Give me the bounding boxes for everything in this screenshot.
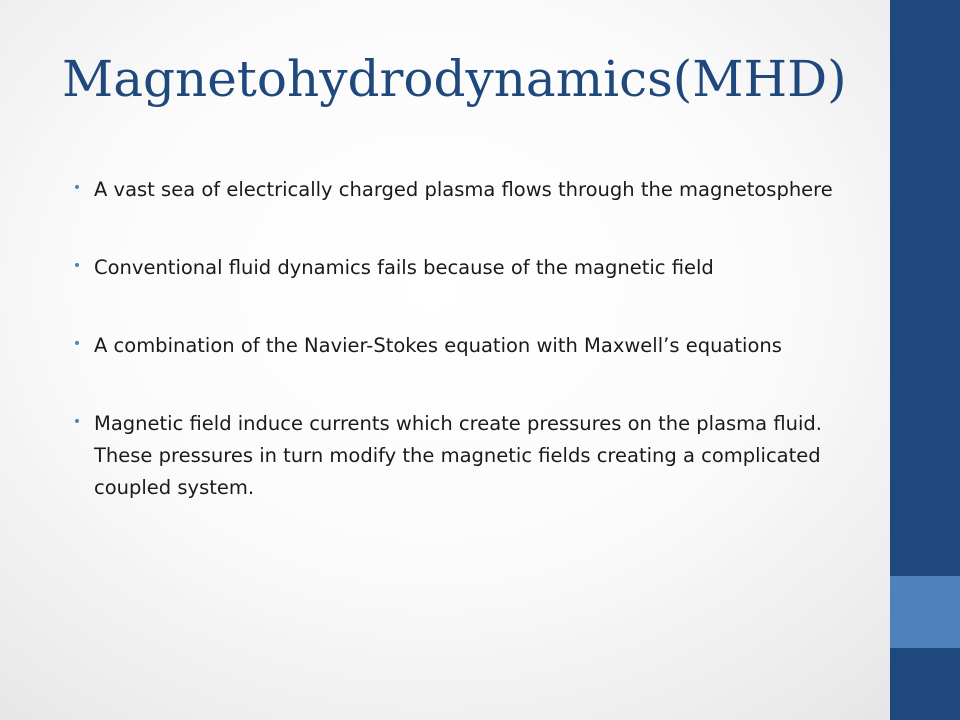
bullet-list	[70, 174, 840, 550]
bullet-dot-icon: •	[72, 414, 82, 430]
bullet-text: Conventional fluid dynamics fails because of the magnetic field	[94, 256, 714, 279]
bullet-dot-icon: •	[72, 336, 82, 352]
bullet-dot-icon: •	[72, 180, 82, 196]
bullet-dot-icon: •	[72, 258, 82, 274]
bullet-text: A vast sea of electrically charged plasma flows through the magnetosphere	[94, 178, 833, 201]
bullet-item	[70, 330, 840, 362]
slide-title: Magnetohydrodynamics(MHD)	[62, 50, 847, 108]
bullet-item	[70, 252, 840, 284]
bullet-text: A combination of the Navier-Stokes equation with Maxwell’s equations	[94, 334, 782, 357]
bullet-item	[70, 174, 840, 206]
bullet-item	[70, 408, 840, 504]
bullet-text: Magnetic field induce currents which create pressures on the plasma fluid. These pressures in turn modify the magnetic fields creating a complicated coupled system.	[94, 412, 822, 499]
side-bar-accent	[890, 576, 960, 648]
